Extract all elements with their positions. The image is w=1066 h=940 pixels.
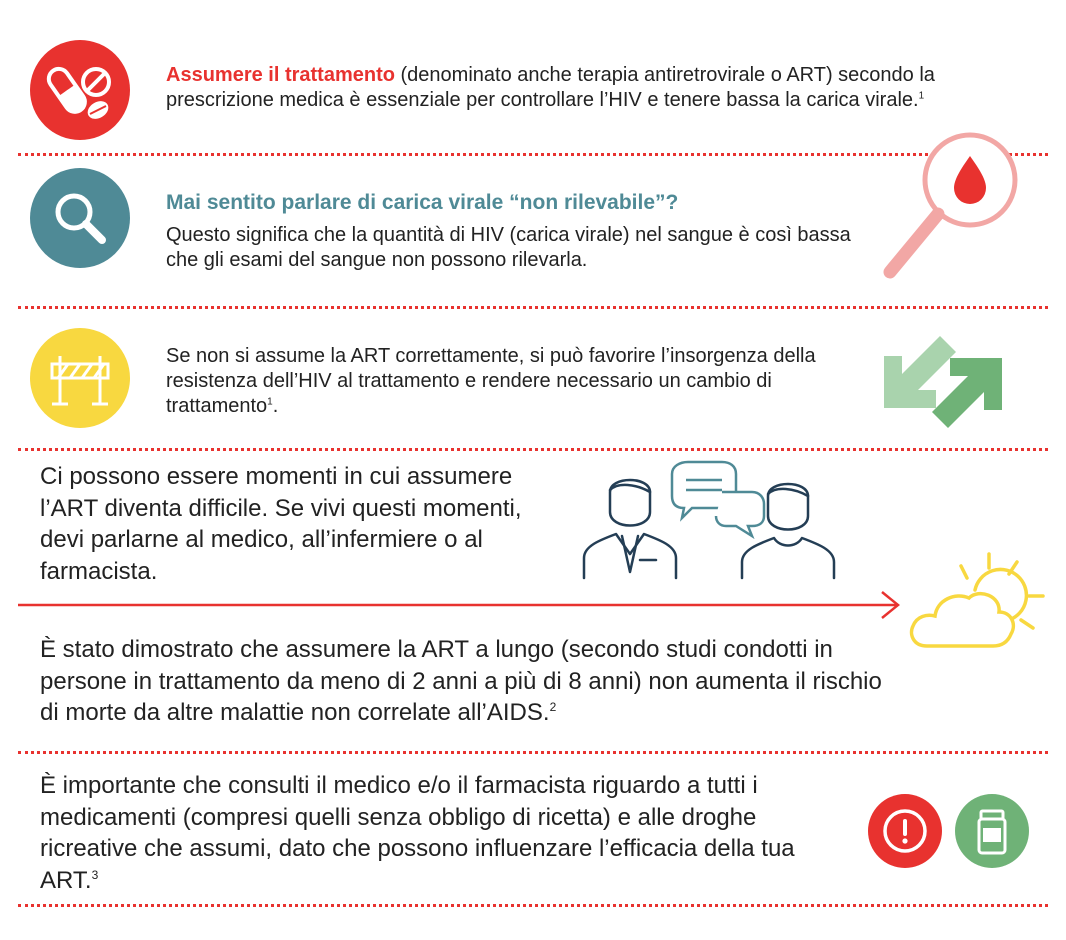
roadblock-icon bbox=[30, 328, 130, 428]
swap-arrows-icon bbox=[880, 330, 1005, 430]
treatment-text bbox=[166, 63, 1036, 113]
longterm-text bbox=[40, 634, 900, 729]
pill-bottle-icon bbox=[955, 794, 1029, 868]
pills-icon bbox=[30, 40, 130, 140]
treatment-ref: 1 bbox=[918, 90, 925, 102]
sun-cloud-icon bbox=[905, 548, 1050, 653]
consult-body: È importante che consulti il medico e/o il farmacista riguardo a tutti i medicamenti (compresi quelli senza obbligo di ricetta) e alle droghe ricreative che assumi, dato che possono influenzare l’efficacia della tua ART. bbox=[40, 772, 795, 895]
divider bbox=[18, 448, 1048, 451]
longterm-ref: 2 bbox=[549, 700, 557, 715]
blood-drop-magnifier-icon bbox=[870, 132, 1030, 292]
resistance-ref: 1 bbox=[267, 396, 273, 408]
longterm-body: È stato dimostrato che assumere la ART a lungo (secondo studi condotti in persone in trattamento da meno di 2 anni a più di 8 anni) non aumenta il rischio di morte da altre malattie non correlate all’AIDS. bbox=[40, 636, 882, 727]
people-talking-icon bbox=[576, 462, 846, 582]
divider bbox=[18, 306, 1048, 309]
divider bbox=[18, 751, 1048, 754]
consult-ref: 3 bbox=[91, 868, 99, 883]
undetectable-body: Questo significa che la quantità di HIV (carica virale) nel sangue è così bassa che gli esami del sangue non possono rilevarla. bbox=[166, 224, 851, 271]
resistance-body: Se non si assume la ART correttamente, si può favorire l’insorgenza della resistenza dell’HIV al trattamento e rendere necessario un cambio di trattamento bbox=[166, 345, 816, 417]
magnifier-icon bbox=[30, 168, 130, 268]
resistance-text bbox=[166, 344, 866, 419]
resistance-end: . bbox=[272, 395, 279, 417]
undetectable-title: Mai sentito parlare di carica virale “non rilevabile”? bbox=[166, 191, 679, 214]
divider bbox=[18, 904, 1048, 907]
arrow-line bbox=[18, 590, 908, 620]
difficult-body: Ci possono essere momenti in cui assumere l’ART diventa difficile. Se vivi questi momenti, devi parlarne al medico, all’infermiere o al farmacista. bbox=[40, 463, 522, 586]
treatment-highlight: Assumere il trattamento bbox=[166, 64, 395, 86]
alert-icon bbox=[868, 794, 942, 868]
consult-text bbox=[40, 770, 855, 897]
treatment-body: (denominato anche terapia antiretrovirale o ART) secondo la prescrizione medica è essenziale per controllare l’HIV e tenere bassa la carica virale. bbox=[166, 64, 935, 111]
